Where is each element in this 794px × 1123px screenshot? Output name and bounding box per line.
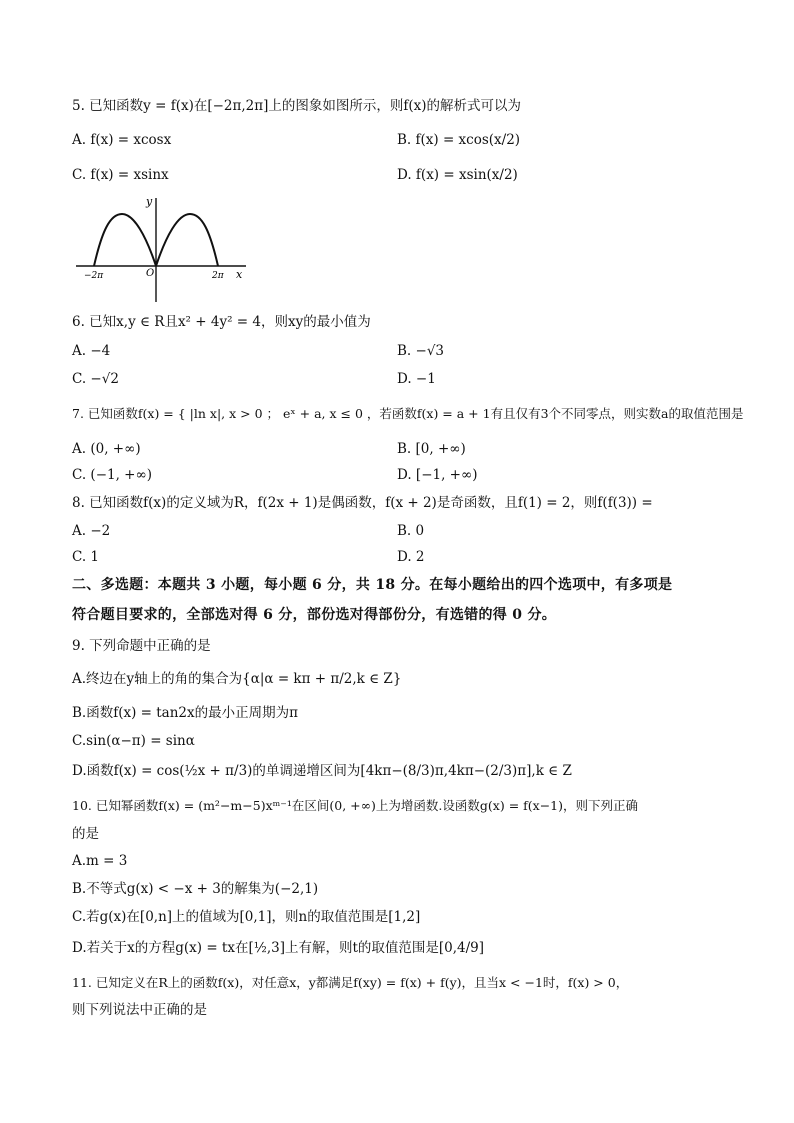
graph-origin-label: O	[146, 268, 155, 279]
q5-stem: 5. 已知函数y = f(x)在[−2π,2π]上的图象如图所示，则f(x)的解析式可以为	[72, 98, 522, 114]
q8-option-a: A. −2	[72, 523, 111, 539]
q7-option-c: C. (−1, +∞)	[72, 467, 153, 483]
q7-stem: 7. 已知函数f(x) = { |ln x|, x > 0 ； eˣ + a, x ≤ 0 ，若函数f(x) = a + 1有且仅有3个不同零点，则实数a的取值范围是	[72, 406, 744, 421]
q9-option-d: D.函数f(x) = cos(½x + π/3)的单调递增区间为[4kπ−(8/3)π,4kπ−(2/3)π],k ∈ Z	[72, 763, 572, 779]
q11-stem-line2: 则下列说法中正确的是	[72, 1002, 207, 1018]
q7-option-d: D. [−1, +∞)	[397, 467, 478, 483]
q5-option-b: B. f(x) = xcos(x/2)	[397, 132, 521, 148]
q6-option-d: D. −1	[397, 371, 436, 387]
q7-option-a: A. (0, +∞)	[72, 441, 141, 457]
q8-option-c: C. 1	[72, 549, 100, 565]
graph-y-label: y	[146, 196, 153, 208]
q10-stem-line1: 10. 已知幂函数f(x) = (m²−m−5)xᵐ⁻¹在区间(0, +∞)上为增函数.设函数g(x) = f(x−1)，则下列正确	[72, 798, 638, 813]
q9-option-b: B.函数f(x) = tan2x的最小正周期为π	[72, 705, 298, 721]
q7-option-b: B. [0, +∞)	[397, 441, 466, 457]
q9-option-a: A.终边在y轴上的角的集合为{α|α = kπ + π/2,k ∈ Z}	[72, 671, 402, 687]
section2-heading-line1: 二、多选题：本题共 3 小题，每小题 6 分，共 18 分。在每小题给出的四个选项中，有多项是	[72, 577, 673, 593]
section2-heading-line2: 符合题目要求的，全部选对得 6 分，部份选对得部份分，有选错的得 0 分。	[72, 607, 557, 623]
q10-option-d: D.若关于x的方程g(x) = tx在[½,3]上有解，则t的取值范围是[0,4/9]	[72, 940, 485, 956]
q10-option-c: C.若g(x)在[0,n]上的值域为[0,1]，则n的取值范围是[1,2]	[72, 909, 421, 925]
q6-option-b: B. −√3	[397, 343, 445, 359]
q5-option-a: A. f(x) = xcosx	[72, 132, 172, 148]
q5-option-d: D. f(x) = xsin(x/2)	[397, 167, 518, 183]
q9-option-c: C.sin(α−π) = sinα	[72, 733, 195, 749]
q6-option-a: A. −4	[72, 343, 111, 359]
q8-option-b: B. 0	[397, 523, 425, 539]
q10-option-a: A.m = 3	[72, 853, 128, 869]
curve-left	[94, 214, 156, 266]
q10-option-b: B.不等式g(x) < −x + 3的解集为(−2,1)	[72, 881, 319, 897]
q5-option-c: C. f(x) = xsinx	[72, 167, 169, 183]
graph-x-label: x	[236, 268, 243, 281]
q6-option-c: C. −√2	[72, 371, 119, 387]
q8-stem: 8. 已知函数f(x)的定义域为R，f(2x + 1)是偶函数，f(x + 2)是奇函数，且f(1) = 2，则f(f(3)) =	[72, 495, 653, 511]
q10-stem-line2: 的是	[72, 826, 99, 842]
q5-function-graph	[72, 196, 252, 306]
graph-right-label: 2π	[212, 271, 224, 281]
graph-left-label: −2π	[84, 271, 104, 281]
q8-option-d: D. 2	[397, 549, 425, 565]
q11-stem-line1: 11. 已知定义在R上的函数f(x)，对任意x，y都满足f(xy) = f(x) + f(y)，且当x < −1时，f(x) > 0，	[72, 975, 629, 990]
q9-stem: 9. 下列命题中正确的是	[72, 638, 211, 654]
curve-right	[156, 214, 218, 266]
q6-stem: 6. 已知x,y ∈ R且x² + 4y² = 4，则xy的最小值为	[72, 314, 371, 330]
